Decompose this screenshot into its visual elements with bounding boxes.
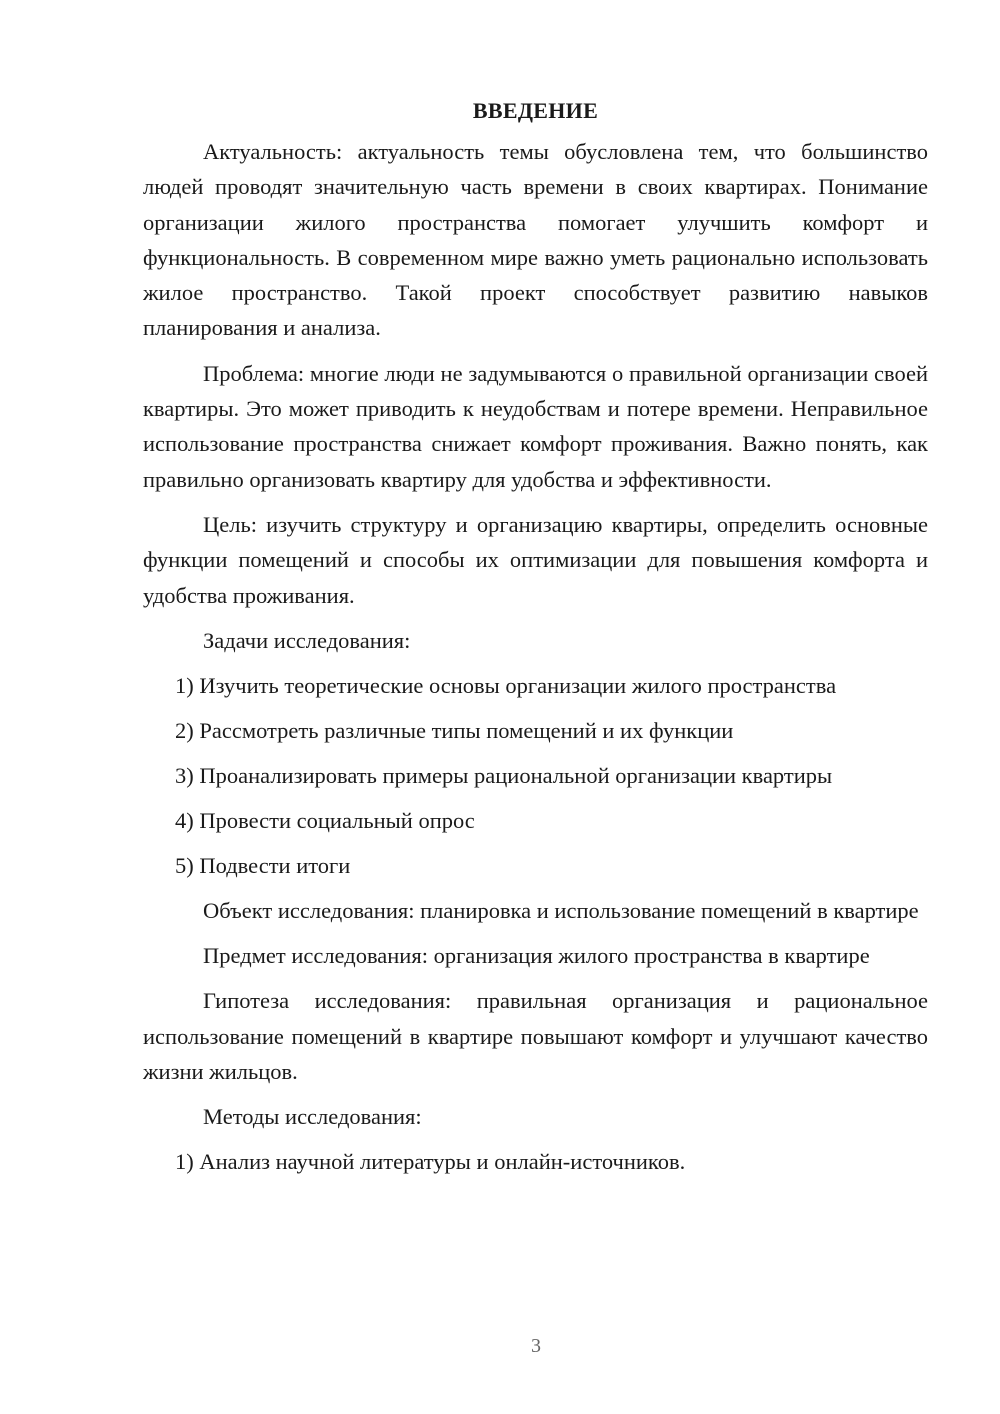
methods-heading: Методы исследования:: [203, 1104, 422, 1130]
task-item-1: 1) Изучить теоретические основы организации жилого пространства: [175, 672, 837, 698]
task-item-5: 5) Подвести итоги: [175, 852, 351, 878]
paragraph-problem: Проблема: многие люди не задумываются о правильной организации своей квартиры. Это может приводить к неудобствам и потере времени. Неправильное использование пространства снижает комфорт проживания. Важно понять, как правильно организовать квартиру для удобства и эффективности.: [143, 360, 928, 492]
task-item-2: 2) Рассмотреть различные типы помещений и их функции: [175, 717, 734, 743]
paragraph-relevance: Актуальность: актуальность темы обусловлена тем, что большинство людей проводят значительную часть времени в своих квартирах. Понимание организации жилого пространства помогает улучшить комфорт и функциональность. В современном мире важно уметь рационально использовать жилое пространство. Такой проект способствует развитию навыков планирования и анализа.: [143, 139, 928, 341]
paragraph-object: Объект исследования: планировка и использование помещений в квартире: [203, 897, 919, 923]
paragraph-goal: Цель: изучить структуру и организацию квартиры, определить основные функции помещений и способы их оптимизации для повышения комфорта и удобства проживания.: [143, 511, 928, 608]
task-item-3: 3) Проанализировать примеры рациональной организации квартиры: [175, 762, 833, 788]
page-number: 3: [531, 1335, 541, 1357]
method-item-1: 1) Анализ научной литературы и онлайн-источников.: [175, 1149, 686, 1175]
tasks-heading: Задачи исследования:: [203, 627, 411, 653]
page-content: [143, 93, 928, 1189]
tasks-list: [143, 668, 928, 883]
paragraph-hypothesis: Гипотеза исследования: правильная организация и рациональное использование помещений в квартире повышают комфорт и улучшают качество жизни жильцов.: [143, 988, 928, 1085]
page-title: ВВЕДЕНИЕ: [472, 98, 599, 123]
task-item-4: 4) Провести социальный опрос: [175, 807, 475, 833]
methods-list: [143, 1144, 928, 1179]
paragraph-subject: Предмет исследования: организация жилого пространства в квартире: [203, 943, 870, 969]
